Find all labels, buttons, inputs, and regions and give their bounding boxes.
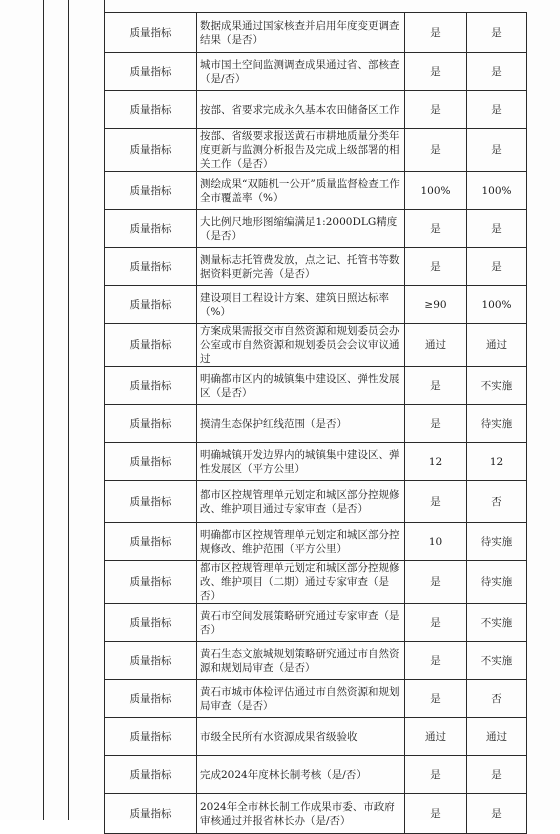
indicator-cell: 数据成果通过国家核查并启用年度变更调查结果（是否） [197, 13, 405, 53]
indicator-cell: 测量标志托管费发放，点之记、托管书等数据资料更新完善（是否） [197, 248, 405, 286]
actual-cell: 通过 [467, 718, 527, 756]
category-cell: 质量指标 [105, 91, 197, 129]
category-cell: 质量指标 [105, 324, 197, 367]
target-cell: 是 [405, 604, 467, 642]
indicator-cell: 完成2024年度林长制考核（是/否） [197, 756, 405, 794]
category-cell: 质量指标 [105, 210, 197, 248]
actual-cell: 待实施 [467, 561, 527, 604]
table-row [105, 680, 527, 718]
target-cell: 是 [405, 405, 467, 443]
indicator-cell: 黄石市城市体检评估通过市自然资源和规划局审查（是否） [197, 680, 405, 718]
table-row [105, 286, 527, 324]
actual-cell: 是 [467, 13, 527, 53]
indicator-cell: 市级全民所有水资源成果省级验收 [197, 718, 405, 756]
indicator-cell: 黄石生态文旅城规划策略研究通过市自然资源和规划局审查（是否） [197, 642, 405, 680]
actual-cell: 不实施 [467, 642, 527, 680]
actual-cell: 是 [467, 794, 527, 834]
category-cell: 质量指标 [105, 286, 197, 324]
actual-cell: 12 [467, 443, 527, 481]
indicator-cell: 按部、省级要求报送黄石市耕地质量分类年度更新与监测分析报告及完成上级部署的相关工作（是否） [197, 129, 405, 172]
table-row [105, 248, 527, 286]
actual-cell: 待实施 [467, 523, 527, 561]
indicator-cell: 明确城镇开发边界内的城镇集中建设区、弹性发展区（平方公里） [197, 443, 405, 481]
actual-cell: 不实施 [467, 604, 527, 642]
actual-cell: 不实施 [467, 367, 527, 405]
actual-cell: 通过 [467, 324, 527, 367]
target-cell: 是 [405, 367, 467, 405]
target-cell: 是 [405, 129, 467, 172]
category-cell: 质量指标 [105, 248, 197, 286]
category-cell: 质量指标 [105, 604, 197, 642]
table-row [105, 405, 527, 443]
category-cell: 质量指标 [105, 561, 197, 604]
table-row [105, 481, 527, 523]
category-cell: 质量指标 [105, 756, 197, 794]
table-row [105, 523, 527, 561]
actual-cell: 是 [467, 210, 527, 248]
left-border-line [68, 0, 69, 820]
table-row [105, 129, 527, 172]
category-cell: 质量指标 [105, 443, 197, 481]
target-cell: 10 [405, 523, 467, 561]
target-cell: 是 [405, 756, 467, 794]
table-row [105, 13, 527, 53]
table-row [105, 172, 527, 210]
table-row [105, 210, 527, 248]
indicator-cell: 都市区控规管理单元划定和城区部分控规修改、维护项目通过专家审查（是否） [197, 481, 405, 523]
indicator-cell: 大比例尺地形图缩编满足1:2000DLG精度（是否） [197, 210, 405, 248]
table-row [105, 367, 527, 405]
target-cell: 是 [405, 91, 467, 129]
target-cell: 是 [405, 248, 467, 286]
actual-cell: 待实施 [467, 405, 527, 443]
category-cell: 质量指标 [105, 13, 197, 53]
indicator-cell: 摸清生态保护红线范围（是否） [197, 405, 405, 443]
indicator-cell: 明确都市区控规管理单元划定和城区部分控规修改、维护范围（平方公里） [197, 523, 405, 561]
category-cell: 质量指标 [105, 523, 197, 561]
target-cell: 100% [405, 172, 467, 210]
category-cell: 质量指标 [105, 129, 197, 172]
actual-cell: 是 [467, 248, 527, 286]
table-row [105, 53, 527, 91]
target-cell: 是 [405, 53, 467, 91]
target-cell: 通过 [405, 324, 467, 367]
category-cell: 质量指标 [105, 405, 197, 443]
indicator-cell: 城市国土空间监测调查成果通过省、部核查（是/否） [197, 53, 405, 91]
target-cell: 是 [405, 642, 467, 680]
indicator-cell: 方案成果需报交市自然资源和规划委员会办公室或市自然资源和规划委员会会议审议通过 [197, 324, 405, 367]
target-cell: 是 [405, 481, 467, 523]
actual-cell: 100% [467, 286, 527, 324]
target-cell: 是 [405, 794, 467, 834]
table-row [105, 324, 527, 367]
indicator-cell: 明确都市区内的城镇集中建设区、弹性发展区（是否） [197, 367, 405, 405]
target-cell: 是 [405, 210, 467, 248]
actual-cell: 否 [467, 680, 527, 718]
table-row [105, 443, 527, 481]
indicator-cell: 按部、省要求完成永久基本农田储备区工作 [197, 91, 405, 129]
target-cell: 是 [405, 13, 467, 53]
table-row [105, 604, 527, 642]
indicator-cell: 测绘成果“双随机一公开”质量监督检查工作全市覆盖率（%） [197, 172, 405, 210]
category-cell: 质量指标 [105, 642, 197, 680]
category-cell: 质量指标 [105, 53, 197, 91]
table-row [105, 794, 527, 834]
indicator-cell: 都市区控规管理单元划定和城区部分控规修改、维护项目（二期）通过专家审查（是否） [197, 561, 405, 604]
category-cell: 质量指标 [105, 481, 197, 523]
target-cell: 12 [405, 443, 467, 481]
left-border-line [43, 0, 44, 820]
actual-cell: 是 [467, 91, 527, 129]
indicator-table [104, 12, 527, 834]
category-cell: 质量指标 [105, 718, 197, 756]
indicator-cell: 黄石市空间发展策略研究通过专家审查（是否） [197, 604, 405, 642]
actual-cell: 否 [467, 481, 527, 523]
actual-cell: 100% [467, 172, 527, 210]
category-cell: 质量指标 [105, 172, 197, 210]
actual-cell: 是 [467, 53, 527, 91]
category-cell: 质量指标 [105, 367, 197, 405]
table-row [105, 642, 527, 680]
target-cell: 通过 [405, 718, 467, 756]
indicator-cell: 2024年全市林长制工作成果市委、市政府审核通过并报省林长办（是/否） [197, 794, 405, 834]
target-cell: ≥90 [405, 286, 467, 324]
target-cell: 是 [405, 561, 467, 604]
table-row [105, 91, 527, 129]
target-cell: 是 [405, 680, 467, 718]
table-row [105, 561, 527, 604]
category-cell: 质量指标 [105, 794, 197, 834]
table-row [105, 718, 527, 756]
actual-cell: 是 [467, 756, 527, 794]
actual-cell: 是 [467, 129, 527, 172]
category-cell: 质量指标 [105, 680, 197, 718]
table-row [105, 756, 527, 794]
indicator-cell: 建设项目工程设计方案、建筑日照达标率（%） [197, 286, 405, 324]
